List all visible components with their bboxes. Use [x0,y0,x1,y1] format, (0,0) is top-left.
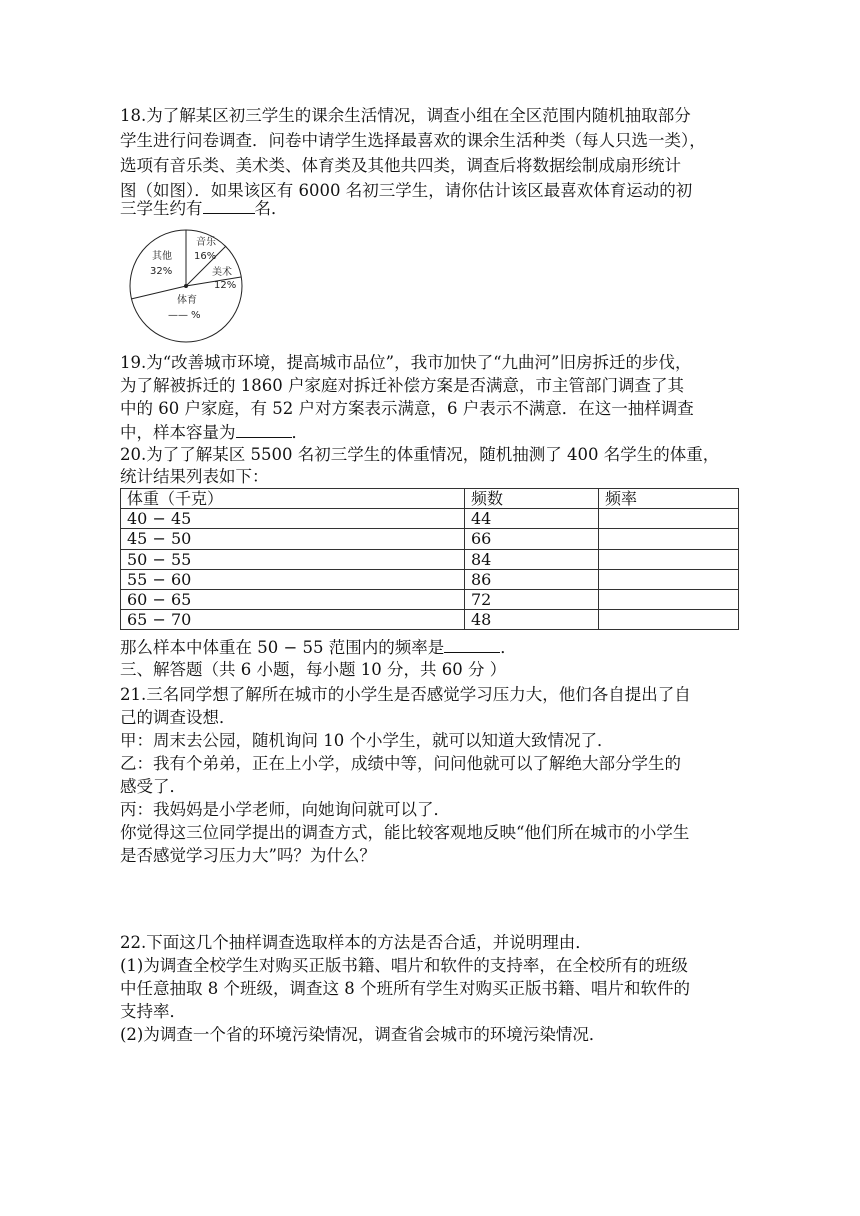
table-cell-rate[interactable] [599,589,739,609]
q19-line-4 [120,421,308,444]
q20-prefix: 那么样本中体重在 50 − 55 范围内的频率是 [120,638,445,657]
q18-line-4: 图（如图）．如果该区有 6000 名初三学生，请你估计该区最喜欢体育运动的初 [120,181,693,200]
q19-prefix: 中，样本容量为 [120,423,236,442]
table-cell-frequency: 84 [465,549,599,569]
q18-suffix: 名． [254,199,288,218]
pie-center-dot [184,284,188,288]
pie-value-art: 12% [214,280,237,291]
pie-chart [122,228,252,344]
table-cell-rate[interactable] [599,529,739,549]
q21-line-4: 乙：我有个弟弟，正在上小学，成绩中等，问问他就可以了解绝大部分学生的 [120,754,681,773]
table-row [121,549,739,569]
q21-line-1: 21.三名同学想了解所在城市的小学生是否感觉学习压力大，他们各自提出了自 [120,685,691,704]
q22-line-2: (1)为调查全校学生对购买正版书籍、唱片和软件的支持率，在全校所有的班级 [120,956,688,975]
table-cell-frequency: 72 [465,589,599,609]
section-3-heading: 三、解答题（共 6 小题，每小题 10 分，共 60 分 ） [120,660,507,679]
q21-line-3: 甲：周末去公园，随机询问 10 个小学生，就可以知道大致情况了． [120,731,614,750]
q18-line-3: 选项有音乐类、美术类、体育类及其他共四类，调查后将数据绘制成扇形统计 [120,156,681,175]
q19-line-1: 19.为“改善城市环境，提高城市品位”，我市加快了“九曲河”旧房拆迁的步伐， [120,353,692,372]
table-header-row [121,489,739,509]
table-cell-weight: 50 − 55 [121,549,465,569]
pie-value-music: 16% [194,251,217,262]
q22-line-4: 支持率． [120,1002,186,1021]
table-cell-rate[interactable] [599,509,739,529]
table-cell-frequency: 66 [465,529,599,549]
q20-answer-blank[interactable] [444,636,500,653]
table-row [121,610,739,630]
table-row [121,509,739,529]
table-cell-frequency: 48 [465,610,599,630]
table-cell-weight: 55 − 60 [121,569,465,589]
q18-line-2: 学生进行问卷调查．问卷中请学生选择最喜欢的课余生活种类（每人只选一类）， [120,131,706,150]
table-cell-rate[interactable] [599,549,739,569]
table-cell-frequency: 44 [465,509,599,529]
pie-label-art: 美术 [212,267,232,278]
pie-label-other: 其他 [152,251,172,262]
q18-line-1: 18.为了解某区初三学生的课余生活情况，调查小组在全区范围内随机抽取部分 [120,106,691,125]
q19-answer-blank[interactable] [236,421,292,438]
q18-prefix: 三学生约有 [120,199,203,218]
pie-blank-sports: —— [168,310,188,321]
table-cell-frequency: 86 [465,569,599,589]
q19-line-2: 为了解被拆迁的 1860 户家庭对拆迁补偿方案是否满意，市主管部门调查了其 [120,376,684,395]
q20-suffix: ． [500,638,517,657]
q21-line-6: 丙：我妈妈是小学老师，向她询问就可以了． [120,800,450,819]
table-row [121,589,739,609]
table-cell-weight: 60 − 65 [121,589,465,609]
q21-line-5: 感受了． [120,777,186,796]
table-cell-rate[interactable] [599,610,739,630]
q19-suffix: ． [291,423,308,442]
q21-line-8: 是否感觉学习压力大”吗？为什么？ [120,846,376,865]
table-header-frequency: 频数 [465,489,599,509]
q18-line-5 [120,197,288,220]
q20-line-1: 20.为了了解某区 5500 名初三学生的体重情况，随机抽测了 400 名学生的体重， [120,445,720,464]
q18-answer-blank[interactable] [203,197,255,214]
table-header-weight: 体重（千克） [121,489,465,509]
table-cell-rate[interactable] [599,569,739,589]
q22-line-3: 中任意抽取 8 个班级，调查这 8 个班所有学生对购买正版书籍、唱片和软件的 [120,979,690,998]
q21-line-7: 你觉得这三位同学提出的调查方式，能比较客观地反映“他们所在城市的小学生 [120,823,690,842]
table-header-rate: 频率 [599,489,739,509]
table-cell-weight: 65 − 70 [121,610,465,630]
q19-line-3: 中的 60 户家庭，有 52 户对方案表示满意，6 户表示不满意．在这一抽样调查 [120,399,694,418]
table-cell-weight: 45 − 50 [121,529,465,549]
table-row [121,569,739,589]
pie-value-other: 32% [150,266,173,277]
q22-line-5: (2)为调查一个省的环境污染情况，调查省会城市的环境污染情况． [120,1025,606,1044]
weight-frequency-table [120,488,739,630]
pie-value-sports: % [191,310,201,321]
q22-line-1: 22.下面这几个抽样调查选取样本的方法是否合适，并说明理由． [120,933,592,952]
table-cell-weight: 40 − 45 [121,509,465,529]
q21-line-2: 己的调查设想． [120,708,236,727]
q20-line-2: 统计结果列表如下： [120,467,269,486]
pie-label-music: 音乐 [196,237,216,248]
table-row [121,529,739,549]
pie-label-sports: 体育 [177,295,197,306]
q20-after-line [120,636,517,659]
